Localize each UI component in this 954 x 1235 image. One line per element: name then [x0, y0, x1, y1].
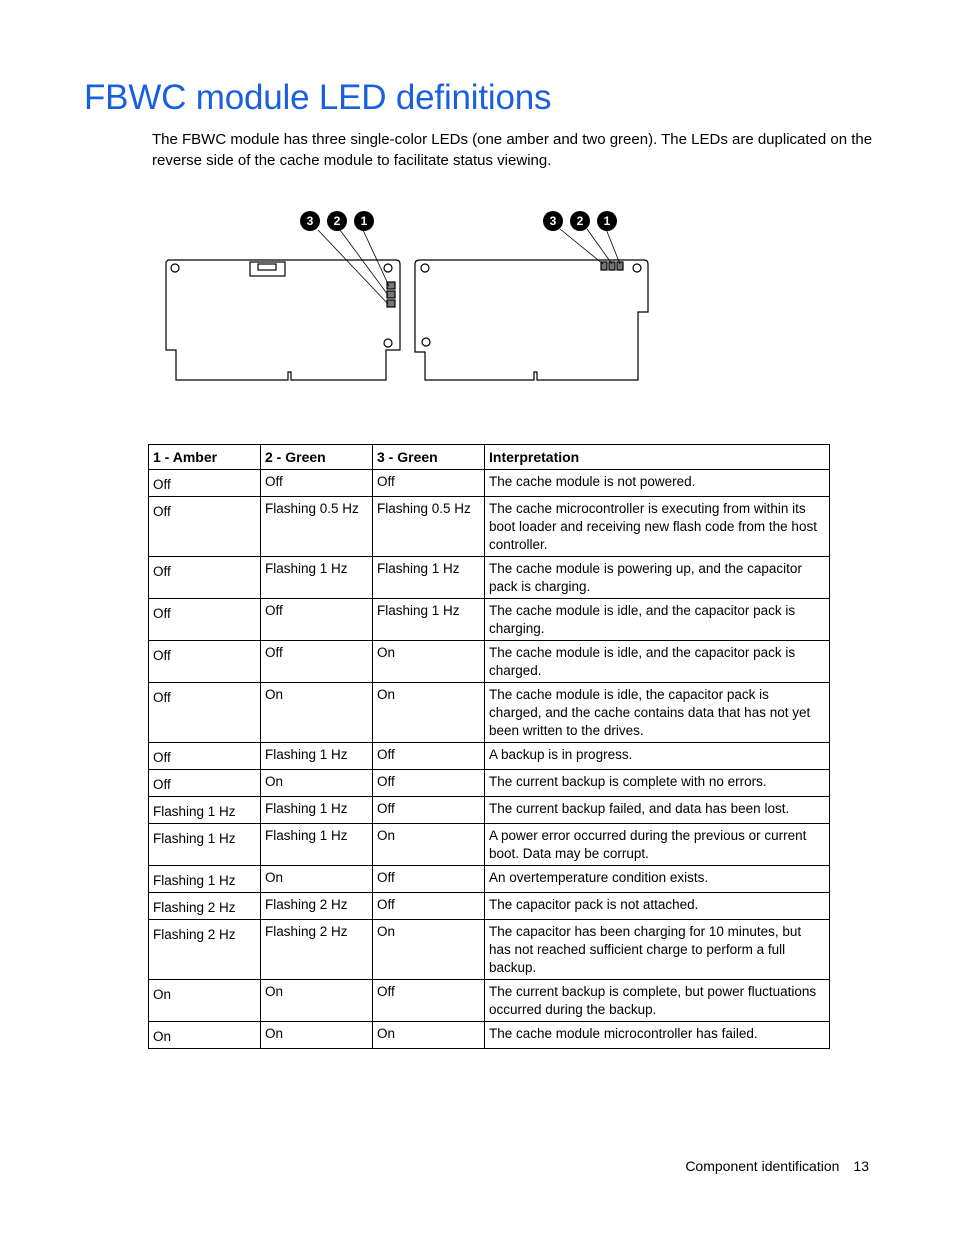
- green-2-cell: Off: [261, 599, 373, 641]
- interpretation-cell: The cache microcontroller is executing from within its boot loader and receiving new flash code from the host controller.: [485, 497, 830, 557]
- interpretation-cell: A backup is in progress.: [485, 743, 830, 770]
- interpretation-cell: The capacitor has been charging for 10 minutes, but has not reached sufficient charge to perform a full backup.: [485, 920, 830, 980]
- left-board: [166, 230, 400, 380]
- intro-paragraph: The FBWC module has three single-color LEDs (one amber and two green). The LEDs are duplicated on the reverse side of the cache module to facilitate status viewing.: [152, 131, 873, 169]
- interpretation-cell: The current backup failed, and data has been lost.: [485, 797, 830, 824]
- green-2-cell: On: [261, 770, 373, 797]
- green-2-cell: On: [261, 866, 373, 893]
- right-board: [415, 229, 648, 380]
- green-3-cell: Off: [373, 470, 485, 497]
- amber-cell: Flashing 1 Hz: [149, 866, 261, 893]
- callout-2-icon: [570, 211, 590, 231]
- green-3-cell: Flashing 1 Hz: [373, 557, 485, 599]
- green-3-cell: On: [373, 683, 485, 743]
- table-row: [149, 770, 830, 797]
- green-3-cell: On: [373, 824, 485, 866]
- table-row: [149, 797, 830, 824]
- page-footer: [685, 1158, 869, 1174]
- left-callouts: [300, 211, 374, 231]
- green-3-cell: Off: [373, 797, 485, 824]
- header-interpretation: Interpretation: [485, 445, 830, 470]
- amber-cell: Off: [149, 683, 261, 743]
- interpretation-cell: The current backup is complete with no errors.: [485, 770, 830, 797]
- green-2-cell: On: [261, 980, 373, 1022]
- amber-cell: Off: [149, 599, 261, 641]
- svg-text:2: 2: [333, 214, 341, 228]
- table-row: [149, 920, 830, 980]
- header-green-3: 3 - Green: [373, 445, 485, 470]
- table-row: [149, 599, 830, 641]
- interpretation-cell: The cache module is idle, and the capacitor pack is charging.: [485, 599, 830, 641]
- table-row: [149, 1022, 830, 1049]
- green-2-cell: Flashing 1 Hz: [261, 743, 373, 770]
- green-2-cell: Flashing 1 Hz: [261, 557, 373, 599]
- svg-text:1: 1: [603, 214, 611, 228]
- green-2-cell: On: [261, 1022, 373, 1049]
- green-3-cell: Off: [373, 980, 485, 1022]
- callout-1-icon: [354, 211, 374, 231]
- fbwc-module-diagram: [160, 200, 660, 390]
- callout-1-icon: [597, 211, 617, 231]
- table-row: [149, 866, 830, 893]
- amber-cell: Off: [149, 470, 261, 497]
- right-callouts: [543, 211, 617, 231]
- amber-cell: Off: [149, 497, 261, 557]
- table-row: [149, 557, 830, 599]
- amber-cell: On: [149, 1022, 261, 1049]
- green-3-cell: On: [373, 920, 485, 980]
- table-header-row: [149, 445, 830, 470]
- svg-text:3: 3: [549, 214, 557, 228]
- green-2-cell: Flashing 0.5 Hz: [261, 497, 373, 557]
- table-row: [149, 743, 830, 770]
- svg-text:1: 1: [360, 214, 368, 228]
- table-row: [149, 497, 830, 557]
- page-title: FBWC module LED definitions: [84, 78, 552, 117]
- header-amber: 1 - Amber: [149, 445, 261, 470]
- interpretation-cell: The cache module is idle, and the capacitor pack is charged.: [485, 641, 830, 683]
- green-2-cell: Off: [261, 470, 373, 497]
- table-row: [149, 641, 830, 683]
- amber-cell: Off: [149, 641, 261, 683]
- interpretation-cell: The capacitor pack is not attached.: [485, 893, 830, 920]
- header-green-2: 2 - Green: [261, 445, 373, 470]
- green-2-cell: Off: [261, 641, 373, 683]
- table-row: [149, 893, 830, 920]
- green-3-cell: On: [373, 641, 485, 683]
- amber-cell: Off: [149, 770, 261, 797]
- table-row: [149, 470, 830, 497]
- callout-3-icon: [543, 211, 563, 231]
- green-3-cell: On: [373, 1022, 485, 1049]
- amber-cell: Flashing 2 Hz: [149, 920, 261, 980]
- svg-text:3: 3: [306, 214, 314, 228]
- footer-section: Component identification: [685, 1158, 840, 1174]
- green-3-cell: Flashing 1 Hz: [373, 599, 485, 641]
- interpretation-cell: The cache module is powering up, and the capacitor pack is charging.: [485, 557, 830, 599]
- table-row: [149, 824, 830, 866]
- green-2-cell: Flashing 2 Hz: [261, 920, 373, 980]
- green-2-cell: On: [261, 683, 373, 743]
- amber-cell: Flashing 2 Hz: [149, 893, 261, 920]
- svg-text:2: 2: [576, 214, 584, 228]
- amber-cell: On: [149, 980, 261, 1022]
- amber-cell: Off: [149, 743, 261, 770]
- green-3-cell: Flashing 0.5 Hz: [373, 497, 485, 557]
- amber-cell: Off: [149, 557, 261, 599]
- amber-cell: Flashing 1 Hz: [149, 797, 261, 824]
- interpretation-cell: A power error occurred during the previous or current boot. Data may be corrupt.: [485, 824, 830, 866]
- green-3-cell: Off: [373, 893, 485, 920]
- table-row: [149, 980, 830, 1022]
- interpretation-cell: The current backup is complete, but power fluctuations occurred during the backup.: [485, 980, 830, 1022]
- interpretation-cell: The cache module is idle, the capacitor pack is charged, and the cache contains data that has not yet been written to the drives.: [485, 683, 830, 743]
- page-number: 13: [853, 1158, 869, 1174]
- interpretation-cell: The cache module microcontroller has failed.: [485, 1022, 830, 1049]
- table-row: [149, 683, 830, 743]
- green-2-cell: Flashing 1 Hz: [261, 824, 373, 866]
- interpretation-cell: The cache module is not powered.: [485, 470, 830, 497]
- green-2-cell: Flashing 2 Hz: [261, 893, 373, 920]
- led-definitions-table: [148, 444, 830, 1049]
- callout-3-icon: [300, 211, 320, 231]
- table-body: [149, 470, 830, 1049]
- green-3-cell: Off: [373, 866, 485, 893]
- callout-2-icon: [327, 211, 347, 231]
- green-2-cell: Flashing 1 Hz: [261, 797, 373, 824]
- interpretation-cell: An overtemperature condition exists.: [485, 866, 830, 893]
- green-3-cell: Off: [373, 743, 485, 770]
- green-3-cell: Off: [373, 770, 485, 797]
- amber-cell: Flashing 1 Hz: [149, 824, 261, 866]
